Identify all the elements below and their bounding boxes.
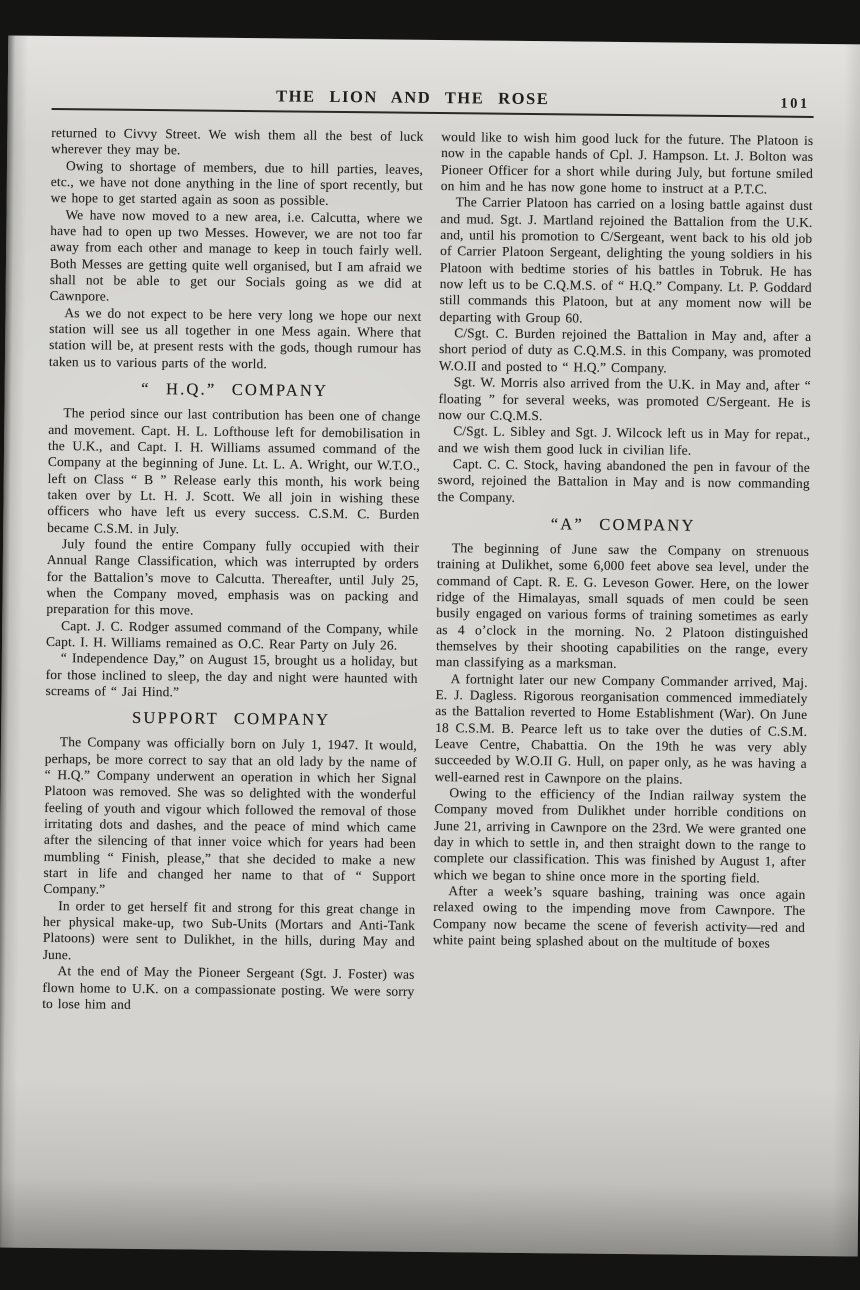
paragraph: The period since our last contribution has been one of change and movement. Capt. H. L. Lofthouse left for demobilisation in the U.K., and Capt. I. H. Williams assumed command of the Company at the beginning of June. Lt. L. A. Wright, our W.T.O., left on Class “ B ” Release early this month, his work being taken over by Lt. H. J. Scott. We all join in wishing these officers who have left us every success. C.S.M. C. Burden became C.S.M. in July. — [47, 405, 421, 536]
paragraph: The Company was officially born on July 1, 1947. It would, perhaps, be more correct to say that an old lady by the name of “ H.Q.” Company underwent an operation in which her Signal Platoon was removed. She was so delighted with the wonderful feeling of youth and vigour which followed the removal of those irritating dots and dashes, and the peace of mind which came after the silencing of that inner voice which for years had been mumbling “ Finish, please,” that she decided to make a new start in life and changed her name to that of “ Support Company.” — [43, 734, 418, 898]
page-content — [0, 36, 860, 1021]
paragraph: Capt. J. C. Rodger assumed command of the Company, while Capt. I. H. Williams remained as O.C. Rear Party on July 26. — [45, 617, 419, 653]
page-header — [52, 86, 814, 118]
paragraph: would like to wish him good luck for the future. The Platoon is now in the capable hands of Cpl. J. Hampson. Lt. J. Bolton was Pioneer Officer for a short while during July, but fortune smiled on him and he has now gone home to instruct at a P.T.C. — [440, 129, 814, 197]
magazine-page — [0, 36, 860, 1257]
paragraph: returned to Civvy Street. We wish them all the best of luck wherever they may be. — [51, 124, 424, 158]
paragraph: Owing to the efficiency of the Indian railway system the Company moved from Dulikhet under horrible conditions on June 21, arriving in Cawnpore on the 23rd. We were granted one day in which to settle in, and then straight down to the range to complete our classification. This was finished by August 1, after which we began to shine once more in the sporting field. — [433, 785, 807, 886]
columns — [42, 125, 813, 1020]
section-heading: SUPPORT COMPANY — [131, 708, 331, 730]
paragraph: July found the entire Company fully occupied with their Annual Range Classification, which was interrupted by orders for the Battalion’s move to Calcutta. Thereafter, until July 25, when the Company moved, emphasis was on packing and preparation for this move. — [46, 536, 420, 618]
section-heading: “ H.Q.” COMPANY — [141, 379, 329, 401]
paragraph: C/Sgt. C. Burden rejoined the Battalion in May and, after a short period of duty as C.Q.M.S. in this Company, was promoted W.O.II and posted to “ H.Q.” Company. — [438, 325, 812, 376]
page-title: THE LION AND THE ROSE — [275, 86, 550, 109]
paragraph: C/Sgt. L. Sibley and Sgt. J. Wilcock left us in May for repat., and we wish them good luck in civilian life. — [438, 423, 811, 458]
paragraph: Sgt. W. Morris also arrived from the U.K. in May and, after “ floating ” for several weeks, was promoted C/Sergeant. He is now our C.Q.M.S. — [438, 374, 811, 423]
paragraph: After a week’s square bashing, training was once again relaxed owing to the impending move from Cawnpore. The Company now became the scene of feverish activity—red and white paint being splashed about on the multitude of boxes — [432, 883, 806, 951]
paragraph: The beginning of June saw the Company on strenuous training at Dulikhet, some 6,000 feet above sea level, under the command of Capt. R. E. G. Leveson Gower. Here, on the lower ridge of the Himalayas, small squads of men could be seen busily engaged on various forms of training sometimes as early as 4 o’clock in the morning. No. 2 Platoon distinguished themselves by their shooting capabilities on the range, every man classifying as a marksman. — [435, 540, 810, 672]
paragraph: The Carrier Platoon has carried on a losing battle against dust and mud. Sgt. J. Martland rejoined the Battalion from the U.K. and, until his promotion to C/Sergeant, went back to his old job of Carrier Platoon Sergeant, delighting the young soldiers in his Platoon with bedtime stories of his battles in Tobruk. He has now left us to be C.Q.M.S. of “ H.Q.” Company. Lt. P. Goddard still commands this Platoon, but at any moment now will be departing with Group 60. — [439, 194, 813, 326]
paragraph: A fortnight later our new Company Commander arrived, Maj. E. J. Dagless. Rigorous reorganisation commenced immediately as the Battalion reverted to Home Establishment (War). On June 18 C.S.M. B. Pearce left us to take over the duties of C.S.M. Leave Centre, Chabattia. On the 19th he was very ably succeeded by W.O.II G. Hull, on paper only, as he was having a well-earned rest in Cawnpore on the plains. — [434, 670, 808, 787]
paragraph: Capt. C. C. Stock, having abandoned the pen in favour of the sword, rejoined the Battalion in May and is now commanding the Company. — [437, 456, 810, 505]
section-heading: “A” COMPANY — [550, 514, 696, 535]
paragraph: Owing to shortage of members, due to hill parties, leaves, etc., we have not done anything in the line of sport recently, but we hope to get started again as soon as possible. — [50, 157, 424, 209]
column-left — [42, 125, 423, 1016]
column-right — [432, 129, 813, 1020]
paragraph: As we do not expect to be here very long we hope our next station will see us all together in one Mess again. Where that station will be, at present rests with the gods, though rumour has taken us to various parts of the world. — [48, 304, 422, 372]
paragraph: At the end of May the Pioneer Sergeant (Sgt. J. Foster) was flown home to U.K. on a compassionate posting. We were sorry to lose him and — [42, 963, 415, 1012]
paragraph: “ Independence Day,” on August 15, brought us a holiday, but for those inclined to sleep, the day and night were haunted with screams of “ Jai Hind.” — [45, 650, 418, 700]
paragraph: In order to get herself fit and strong for this great change in her physical make-up, two Sub-Units (Mortars and Anti-Tank Platoons) were sent to Dulikhet, in the hills, during May and June. — [42, 897, 416, 963]
paragraph: We have now moved to a new area, i.e. Calcutta, where we have had to open up two Messes. However, we are not too far away from each other and manage to keep in touch fairly well. Both Messes are getting quite well organised, but I am afraid we shall not be able to get our Socials going as we did at Cawnpore. — [49, 206, 423, 305]
page-number: 101 — [780, 95, 810, 112]
